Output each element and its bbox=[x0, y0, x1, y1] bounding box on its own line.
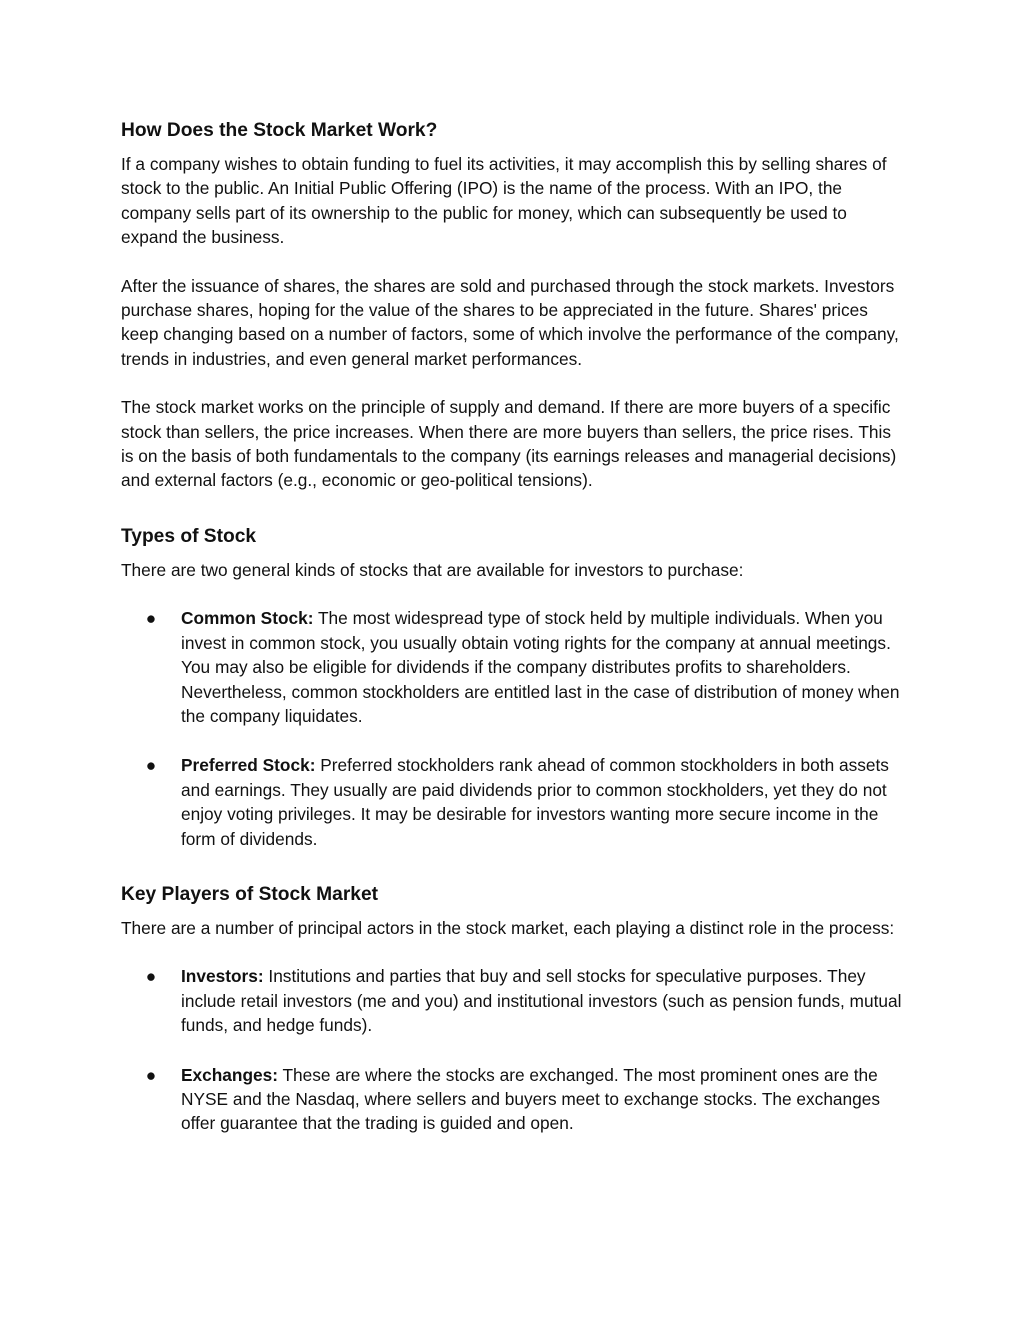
text-investors: Institutions and parties that buy and sell stocks for speculative purposes. They include retail investors (me and you) and institutional investors (such as pension funds, mutual funds, and hedge funds). bbox=[181, 966, 902, 1036]
list-item-common-stock bbox=[121, 606, 904, 728]
paragraph-types-intro: There are two general kinds of stocks that are available for investors to purchase: bbox=[121, 559, 744, 580]
bullet-icon: ● bbox=[145, 608, 157, 629]
heading-types-of-stock: Types of Stock bbox=[121, 525, 257, 547]
heading-key-players: Key Players of Stock Market bbox=[121, 883, 379, 905]
text-preferred-stock: Preferred stockholders rank ahead of common stockholders in both assets and earnings. They usually are paid dividends prior to common stockholders, yet they do not enjoy voting privileges. It may be desirable for investors wanting more secure income in the form of dividends. bbox=[181, 755, 889, 849]
heading-how-stock-market-works: How Does the Stock Market Work? bbox=[121, 120, 438, 141]
term-preferred-stock: Preferred Stock: bbox=[181, 755, 316, 776]
list-item-preferred-stock bbox=[121, 753, 904, 851]
text-common-stock: The most widespread type of stock held by multiple individuals. When you invest in common stock, you usually obtain voting rights for the company at annual meetings. You may also be eligible for dividends if the company distributes profits to shareholders. Nevertheless, common stockholders are entitled last in the case of distribution of money when the company liquidates. bbox=[181, 608, 900, 726]
paragraph-ipo: If a company wishes to obtain funding to fuel its activities, it may accomplish this by selling shares of stock to the public. An Initial Public Offering (IPO) is the name of the process. With an IPO, the company sells part of its ownership to the public for money, which can subsequently be used to expand the business. bbox=[121, 154, 887, 248]
term-investors: Investors: bbox=[181, 966, 264, 987]
list-stock-types bbox=[121, 606, 904, 851]
list-item-exchanges bbox=[121, 1063, 904, 1136]
bullet-icon: ● bbox=[145, 755, 157, 776]
paragraph-supply-demand: The stock market works on the principle of supply and demand. If there are more buyers of a specific stock than sellers, the price increases. When there are more buyers than sellers, the price rises. This is on the basis of both fundamentals to the company (its earnings releases and managerial decisions) and external factors (e.g., economic or geo-political tensions). bbox=[121, 397, 897, 491]
term-exchanges: Exchanges: bbox=[181, 1064, 279, 1085]
list-item-investors bbox=[121, 964, 904, 1037]
section-how-stock-market-works bbox=[121, 118, 904, 493]
bullet-icon: ● bbox=[145, 1064, 157, 1085]
paragraph-players-intro: There are a number of principal actors in the stock market, each playing a distinct role in the process: bbox=[121, 917, 895, 938]
list-key-players bbox=[121, 964, 904, 1135]
section-key-players bbox=[121, 882, 904, 1136]
bullet-icon: ● bbox=[145, 966, 157, 987]
paragraph-issuance: After the issuance of shares, the shares are sold and purchased through the stock markets. Investors purchase shares, hoping for the value of the shares to be appreciated in the future. Shares' prices keep changing based on a number of factors, some of which involve the performance of the company, trends in industries, and even general market performances. bbox=[121, 275, 899, 369]
text-exchanges: These are where the stocks are exchanged. The most prominent ones are the NYSE and the Nasdaq, where sellers and buyers meet to exchange stocks. The exchanges offer guarantee that the trading is guided and open. bbox=[181, 1064, 881, 1134]
term-common-stock: Common Stock: bbox=[181, 608, 314, 629]
section-types-of-stock bbox=[121, 524, 904, 851]
